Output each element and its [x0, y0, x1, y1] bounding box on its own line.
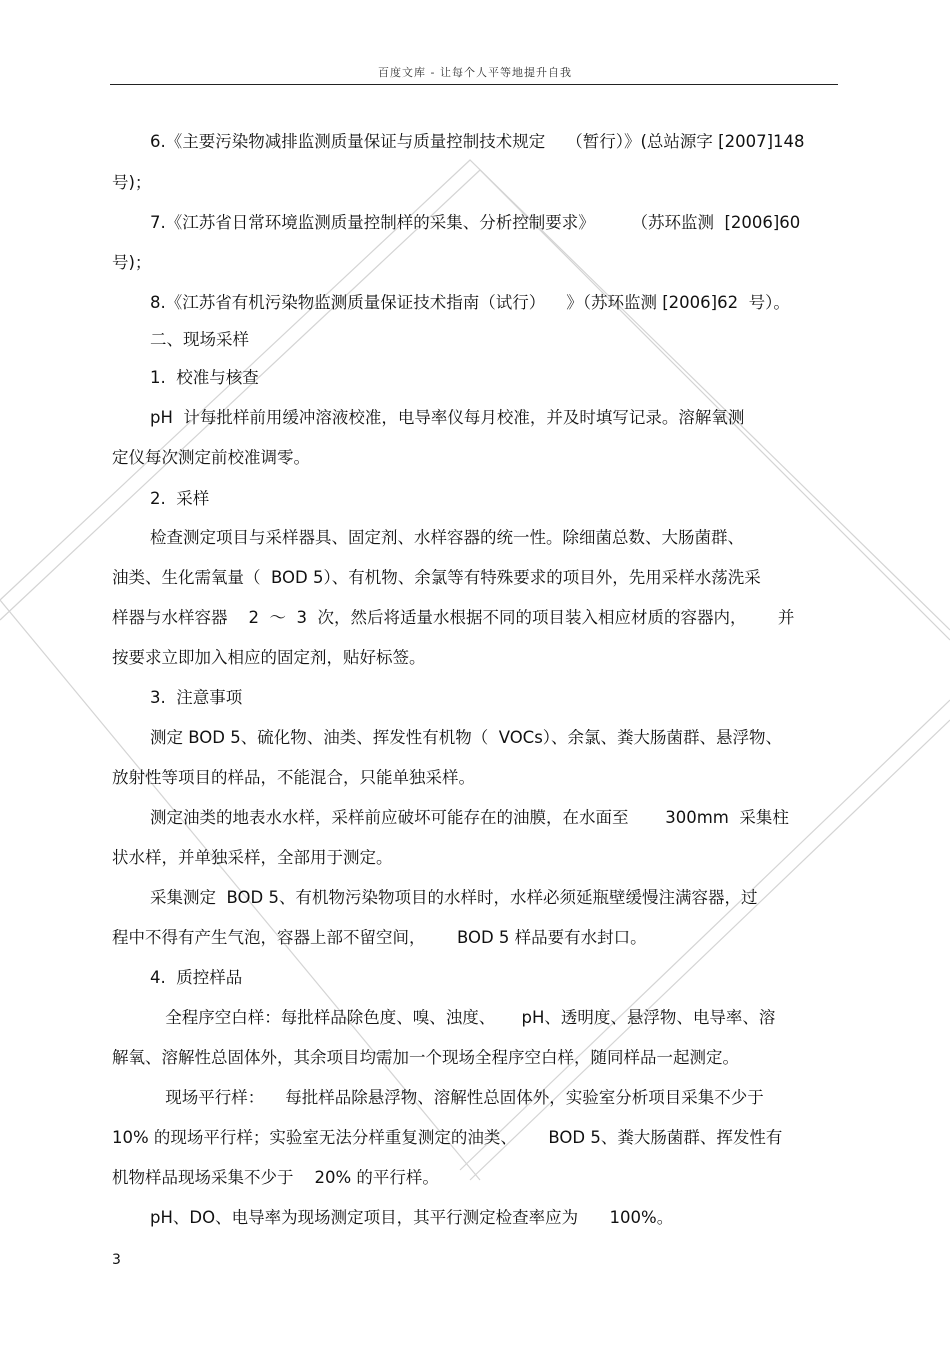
text-line: 全程序空白样：每批样品除色度、嗅、浊度、 pH、透明度、悬浮物、电导率、溶 [160, 1008, 776, 1027]
text-line: 采集测定 BOD 5、有机物污染物项目的水样时，水样必须延瓶壁缓慢注满容器，过 [150, 888, 758, 907]
text-line: pH 计每批样前用缓冲溶液校准，电导率仪每月校准，并及时填写记录。溶解氧测 [150, 408, 745, 427]
text-line: 测定油类的地表水水样，采样前应破坏可能存在的油膜，在水面至 300mm 采集柱 [150, 808, 789, 827]
text-line: 状水样，并单独采样，全部用于测定。 [112, 848, 393, 867]
text-line: 按要求立即加入相应的固定剂，贴好标签。 [112, 648, 426, 667]
text-line: 二、现场采样 [150, 330, 249, 349]
text-line: 机物样品现场采集不少于 20% 的平行样。 [112, 1168, 439, 1187]
text-line: 6.《主要污染物减排监测质量保证与质量控制技术规定 （暂行）》(总站源字 [2007]148 [150, 132, 805, 151]
text-line: 测定 BOD 5、硫化物、油类、挥发性有机物（ VOCs）、余氯、粪大肠菌群、悬浮物、 [150, 728, 783, 747]
text-line: 2. 采样 [150, 489, 210, 508]
text-line: 解氧、溶解性总固体外，其余项目均需加一个现场全程序空白样，随同样品一起测定。 [112, 1048, 739, 1067]
page-number: 3 [112, 1252, 121, 1268]
text-line: 定仪每次测定前校准调零。 [112, 448, 310, 467]
page-header: 百度文库 - 让每个人平等地提升自我 [378, 66, 572, 79]
text-line: 检查测定项目与采样器具、固定剂、水样容器的统一性。除细菌总数、大肠菌群、 [150, 528, 744, 547]
text-line: 1. 校准与核查 [150, 368, 259, 387]
header-rule [110, 84, 838, 85]
text-line: 油类、生化需氧量（ BOD 5）、有机物、余氯等有特殊要求的项目外，先用采样水荡洗采 [112, 568, 761, 587]
text-line: pH、DO、电导率为现场测定项目，其平行测定检查率应为 100%。 [150, 1208, 674, 1227]
text-line: 3. 注意事项 [150, 688, 243, 707]
text-line: 10% 的现场平行样；实验室无法分样重复测定的油类、 BOD 5、粪大肠菌群、挥发性有 [112, 1128, 783, 1147]
text-line: 程中不得有产生气泡，容器上部不留空间， BOD 5 样品要有水封口。 [112, 928, 647, 947]
text-line: 现场平行样： 每批样品除悬浮物、溶解性总固体外，实验室分析项目采集不少于 [160, 1088, 764, 1107]
text-line: 样器与水样容器 2 ～ 3 次，然后将适量水根据不同的项目装入相应材质的容器内， 并 [112, 608, 795, 627]
text-line: 号)； [112, 173, 152, 192]
text-line: 放射性等项目的样品，不能混合，只能单独采样。 [112, 768, 475, 787]
text-line: 4. 质控样品 [150, 968, 243, 987]
text-line: 7.《江苏省日常环境监测质量控制样的采集、分析控制要求》 （苏环监测 [2006]60 [150, 213, 801, 232]
text-line: 号)； [112, 253, 152, 272]
text-line: 8.《江苏省有机污染物监测质量保证技术指南（试行） 》（苏环监测 [2006]62 号）。 [150, 293, 790, 312]
